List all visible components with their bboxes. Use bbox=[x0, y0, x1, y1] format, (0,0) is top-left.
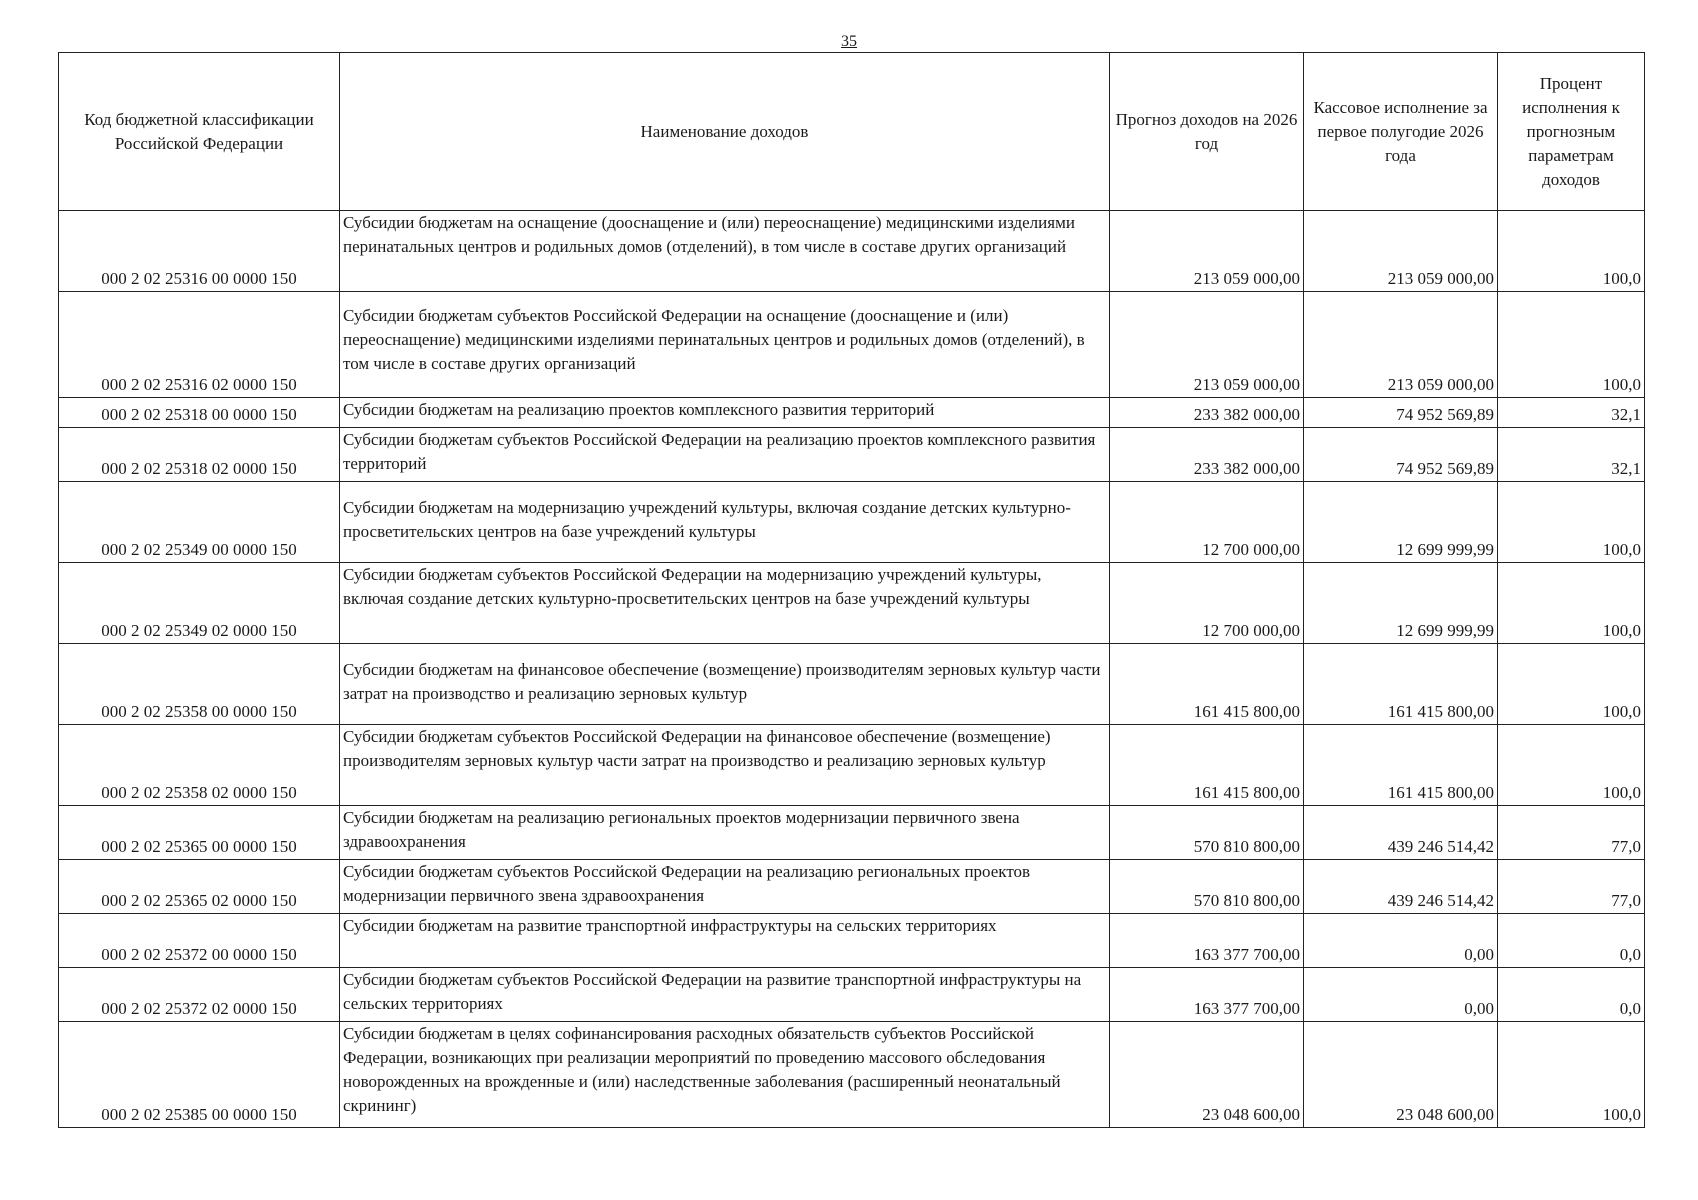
execution-cell: 0,00 bbox=[1304, 914, 1498, 968]
header-execution: Кассовое исполнение за первое полугодие 2026 года bbox=[1304, 53, 1498, 211]
header-forecast: Прогноз доходов на 2026 год bbox=[1110, 53, 1304, 211]
percent-cell: 32,1 bbox=[1498, 428, 1645, 482]
execution-cell: 23 048 600,00 bbox=[1304, 1022, 1498, 1128]
income-name-cell: Субсидии бюджетам на реализацию проектов комплексного развития территорий bbox=[340, 398, 1110, 428]
percent-cell: 100,0 bbox=[1498, 725, 1645, 806]
table-row bbox=[59, 482, 1645, 563]
percent-cell: 100,0 bbox=[1498, 482, 1645, 563]
table-row bbox=[59, 211, 1645, 292]
execution-cell: 213 059 000,00 bbox=[1304, 292, 1498, 398]
execution-cell: 439 246 514,42 bbox=[1304, 806, 1498, 860]
execution-cell: 0,00 bbox=[1304, 968, 1498, 1022]
execution-cell: 161 415 800,00 bbox=[1304, 725, 1498, 806]
table-row bbox=[59, 292, 1645, 398]
header-percent: Процент исполнения к прогнозным параметрам доходов bbox=[1498, 53, 1645, 211]
table-row bbox=[59, 860, 1645, 914]
income-name-cell: Субсидии бюджетам на финансовое обеспечение (возмещение) производителям зерновых культур части затрат на производство и реализацию зерновых культур bbox=[340, 644, 1110, 725]
header-name: Наименование доходов bbox=[340, 53, 1110, 211]
percent-cell: 32,1 bbox=[1498, 398, 1645, 428]
table-row bbox=[59, 806, 1645, 860]
budget-code-cell: 000 2 02 25385 00 0000 150 bbox=[59, 1022, 340, 1128]
budget-code-cell: 000 2 02 25349 00 0000 150 bbox=[59, 482, 340, 563]
percent-cell: 100,0 bbox=[1498, 292, 1645, 398]
table-row bbox=[59, 563, 1645, 644]
forecast-cell: 213 059 000,00 bbox=[1110, 292, 1304, 398]
table-row bbox=[59, 725, 1645, 806]
income-table bbox=[58, 52, 1645, 1128]
budget-code-cell: 000 2 02 25372 00 0000 150 bbox=[59, 914, 340, 968]
budget-code-cell: 000 2 02 25349 02 0000 150 bbox=[59, 563, 340, 644]
percent-cell: 100,0 bbox=[1498, 211, 1645, 292]
forecast-cell: 12 700 000,00 bbox=[1110, 563, 1304, 644]
income-name-cell: Субсидии бюджетам субъектов Российской Федерации на реализацию региональных проектов модернизации первичного звена здравоохранения bbox=[340, 860, 1110, 914]
income-name-cell: Субсидии бюджетам субъектов Российской Федерации на развитие транспортной инфраструктуры на сельских территориях bbox=[340, 968, 1110, 1022]
forecast-cell: 161 415 800,00 bbox=[1110, 644, 1304, 725]
income-name-cell: Субсидии бюджетам на реализацию региональных проектов модернизации первичного звена здравоохранения bbox=[340, 806, 1110, 860]
forecast-cell: 570 810 800,00 bbox=[1110, 860, 1304, 914]
income-name-cell: Субсидии бюджетам субъектов Российской Федерации на финансовое обеспечение (возмещение) производителям зерновых культур части затрат на производство и реализацию зерновых культур bbox=[340, 725, 1110, 806]
budget-code-cell: 000 2 02 25372 02 0000 150 bbox=[59, 968, 340, 1022]
forecast-cell: 233 382 000,00 bbox=[1110, 398, 1304, 428]
table-row bbox=[59, 914, 1645, 968]
forecast-cell: 23 048 600,00 bbox=[1110, 1022, 1304, 1128]
execution-cell: 74 952 569,89 bbox=[1304, 398, 1498, 428]
forecast-cell: 163 377 700,00 bbox=[1110, 914, 1304, 968]
table-row bbox=[59, 428, 1645, 482]
page-number: 35 bbox=[841, 33, 857, 50]
budget-code-cell: 000 2 02 25318 00 0000 150 bbox=[59, 398, 340, 428]
income-name-cell: Субсидии бюджетам на развитие транспортной инфраструктуры на сельских территориях bbox=[340, 914, 1110, 968]
table-row bbox=[59, 1022, 1645, 1128]
execution-cell: 439 246 514,42 bbox=[1304, 860, 1498, 914]
table-row bbox=[59, 968, 1645, 1022]
percent-cell: 0,0 bbox=[1498, 914, 1645, 968]
header-code: Код бюджетной классификации Российской Федерации bbox=[59, 53, 340, 211]
income-name-cell: Субсидии бюджетам субъектов Российской Федерации на оснащение (дооснащение и (или) переоснащение) медицинскими изделиями перинатальных центров и родильных домов (отделений), в том числе в составе других организаций bbox=[340, 292, 1110, 398]
income-name-cell: Субсидии бюджетам на модернизацию учреждений культуры, включая создание детских культурно-просветительских центров на базе учреждений культуры bbox=[340, 482, 1110, 563]
budget-code-cell: 000 2 02 25365 02 0000 150 bbox=[59, 860, 340, 914]
forecast-cell: 163 377 700,00 bbox=[1110, 968, 1304, 1022]
percent-cell: 77,0 bbox=[1498, 860, 1645, 914]
table-header-row bbox=[59, 53, 1645, 211]
income-name-cell: Субсидии бюджетам субъектов Российской Федерации на реализацию проектов комплексного развития территорий bbox=[340, 428, 1110, 482]
table-row bbox=[59, 398, 1645, 428]
execution-cell: 213 059 000,00 bbox=[1304, 211, 1498, 292]
forecast-cell: 213 059 000,00 bbox=[1110, 211, 1304, 292]
execution-cell: 12 699 999,99 bbox=[1304, 563, 1498, 644]
forecast-cell: 161 415 800,00 bbox=[1110, 725, 1304, 806]
forecast-cell: 233 382 000,00 bbox=[1110, 428, 1304, 482]
budget-code-cell: 000 2 02 25365 00 0000 150 bbox=[59, 806, 340, 860]
income-name-cell: Субсидии бюджетам субъектов Российской Федерации на модернизацию учреждений культуры, включая создание детских культурно-просветительских центров на базе учреждений культуры bbox=[340, 563, 1110, 644]
execution-cell: 161 415 800,00 bbox=[1304, 644, 1498, 725]
percent-cell: 100,0 bbox=[1498, 563, 1645, 644]
percent-cell: 0,0 bbox=[1498, 968, 1645, 1022]
percent-cell: 77,0 bbox=[1498, 806, 1645, 860]
percent-cell: 100,0 bbox=[1498, 644, 1645, 725]
forecast-cell: 570 810 800,00 bbox=[1110, 806, 1304, 860]
income-name-cell: Субсидии бюджетам в целях софинансирования расходных обязательств субъектов Российской Федерации, возникающих при реализации мероприятий по проведению массового обследования новорожденных на врожденные и (или) наследственные заболевания (расширенный неонатальный скрининг) bbox=[340, 1022, 1110, 1128]
budget-code-cell: 000 2 02 25358 02 0000 150 bbox=[59, 725, 340, 806]
table-row bbox=[59, 644, 1645, 725]
budget-code-cell: 000 2 02 25316 00 0000 150 bbox=[59, 211, 340, 292]
budget-code-cell: 000 2 02 25316 02 0000 150 bbox=[59, 292, 340, 398]
forecast-cell: 12 700 000,00 bbox=[1110, 482, 1304, 563]
percent-cell: 100,0 bbox=[1498, 1022, 1645, 1128]
budget-code-cell: 000 2 02 25358 00 0000 150 bbox=[59, 644, 340, 725]
execution-cell: 12 699 999,99 bbox=[1304, 482, 1498, 563]
budget-code-cell: 000 2 02 25318 02 0000 150 bbox=[59, 428, 340, 482]
execution-cell: 74 952 569,89 bbox=[1304, 428, 1498, 482]
income-name-cell: Субсидии бюджетам на оснащение (дооснащение и (или) переоснащение) медицинскими изделиями перинатальных центров и родильных домов (отделений), в том числе в составе других организаций bbox=[340, 211, 1110, 292]
